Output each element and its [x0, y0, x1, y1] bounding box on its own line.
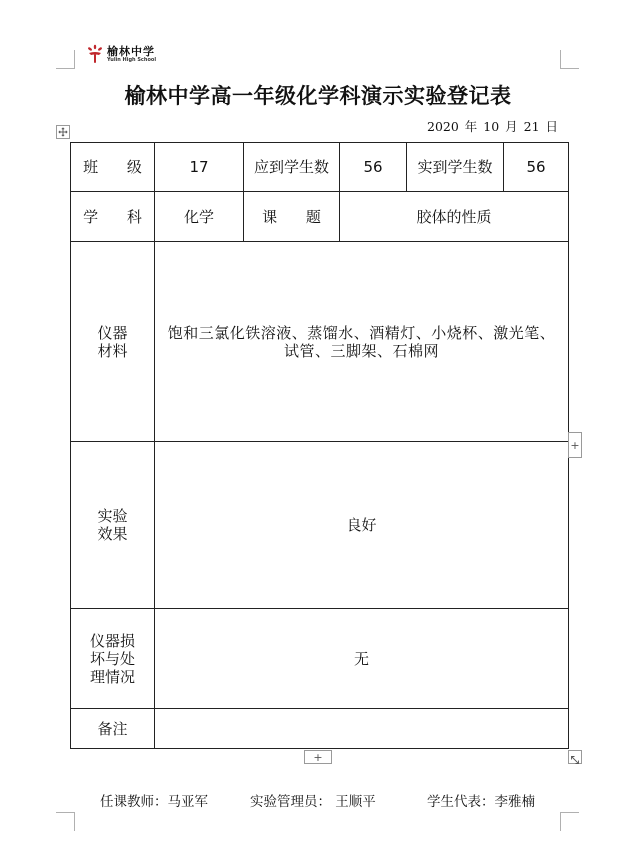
remarks-label: 备注 [71, 709, 155, 749]
logo-english-name: Yulin High School [107, 56, 157, 63]
topic-value[interactable]: 胶体的性质 [340, 192, 569, 242]
logo-chinese-name: 榆林中学 [107, 44, 155, 58]
teacher-signature: 任课教师：马亚军 [100, 794, 208, 810]
effect-value[interactable]: 良好 [155, 442, 569, 609]
table-row-damage [71, 609, 569, 709]
school-logo [86, 44, 156, 64]
page-corner-mark-top-left [56, 50, 75, 69]
table-move-handle[interactable] [56, 125, 70, 139]
move-arrows-icon [58, 127, 68, 137]
topic-label: 课 题 [244, 192, 340, 242]
school-emblem-icon [86, 44, 104, 64]
record-date: 2020 年 10 月 21 日 [427, 119, 558, 134]
page-corner-mark-bottom-right [560, 812, 579, 831]
materials-label [71, 242, 155, 442]
class-value[interactable]: 17 [155, 143, 244, 192]
damage-label-line-3: 理情况 [89, 667, 135, 686]
damage-label-line-2: 坏与处 [89, 649, 135, 668]
damage-label-line-1: 仪器损 [89, 631, 135, 650]
damage-value[interactable]: 无 [155, 609, 569, 709]
lab-manager-signature: 实验管理员： 王顺平 [250, 794, 376, 810]
class-label: 班 级 [71, 143, 155, 192]
expected-students-value[interactable]: 56 [340, 143, 407, 192]
registration-table [70, 142, 569, 749]
materials-label-line-1: 仪器 [97, 323, 128, 342]
materials-label-line-2: 材料 [97, 341, 128, 360]
table-row-materials [71, 242, 569, 442]
table-row-subject [71, 192, 569, 242]
effect-label-line-2: 效果 [97, 525, 128, 543]
actual-students-value[interactable]: 56 [504, 143, 569, 192]
table-row-class [71, 143, 569, 192]
add-column-button[interactable]: + [568, 432, 582, 458]
table-row-remarks [71, 709, 569, 749]
actual-students-label: 实到学生数 [407, 143, 504, 192]
add-row-button[interactable]: + [304, 750, 332, 764]
student-representative-signature: 学生代表：李雅楠 [427, 794, 535, 810]
subject-label: 学 科 [71, 192, 155, 242]
damage-label [71, 609, 155, 709]
remarks-value[interactable] [155, 709, 569, 749]
document-title: 榆林中学高一年级化学科演示实验登记表 [124, 84, 512, 108]
subject-value[interactable]: 化学 [155, 192, 244, 242]
page-corner-mark-bottom-left [56, 812, 75, 831]
effect-label [71, 442, 155, 609]
materials-value[interactable]: 饱和三氯化铁溶液、蒸馏水、酒精灯、小烧杯、激光笔、试管、三脚架、石棉网 [155, 242, 569, 442]
resize-arrow-icon [569, 754, 581, 766]
table-row-effect [71, 442, 569, 609]
table-resize-handle[interactable] [568, 750, 582, 764]
effect-label-line-1: 实验 [97, 507, 128, 525]
page-corner-mark-top-right [560, 50, 579, 69]
expected-students-label: 应到学生数 [244, 143, 340, 192]
